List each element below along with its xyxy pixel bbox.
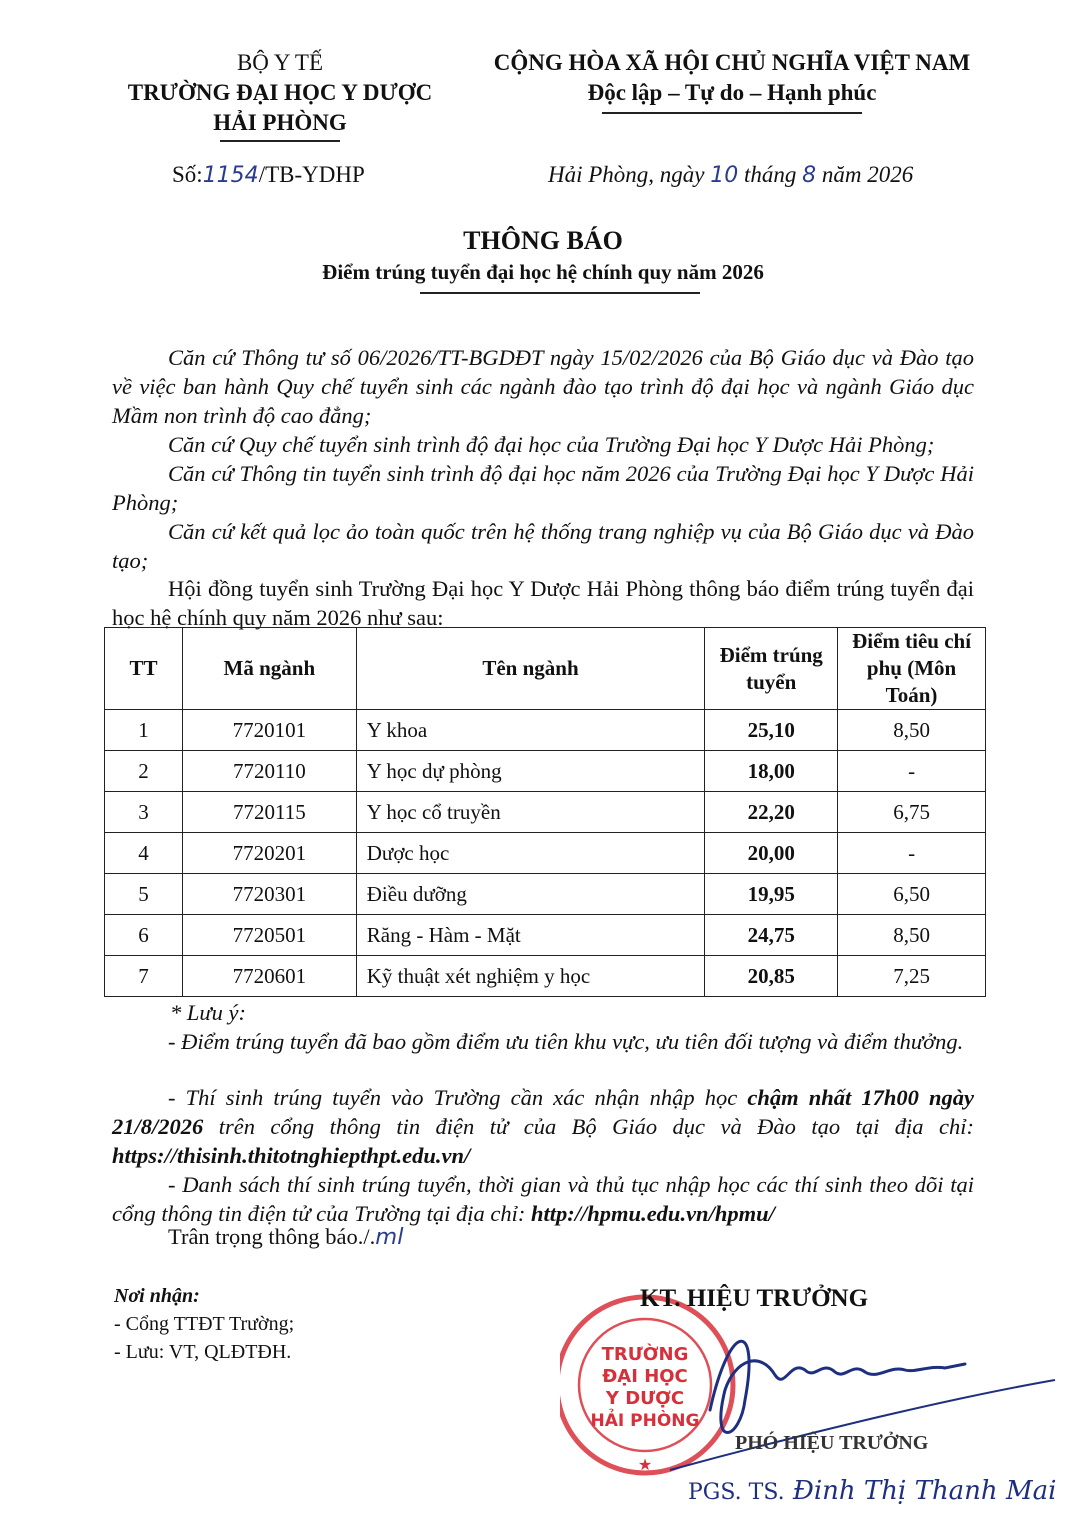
notes-heading: * Lưu ý: — [170, 1000, 247, 1025]
admission-score: 20,00 — [705, 833, 838, 874]
major-code: 7720115 — [182, 792, 356, 833]
legal-basis-2: Căn cứ Quy chế tuyển sinh trình độ đại học của Trường Đại học Y Dược Hải Phòng; — [168, 432, 935, 457]
date-line — [548, 162, 913, 188]
note-2-text-c: trên cổng thông tin điện tử của Bộ Giáo dục và Đào tạo tại địa chỉ: — [203, 1114, 974, 1139]
row-index: 1 — [105, 710, 183, 751]
closing-initials: ml — [375, 1224, 404, 1250]
col-header-code: Mã ngành — [182, 628, 356, 710]
date-day-handwritten: 10 — [710, 163, 739, 188]
major-name: Y học cổ truyền — [356, 792, 704, 833]
closing-text: Trân trọng thông báo./. — [168, 1224, 376, 1249]
signer-role: PHÓ HIỆU TRƯỞNG — [735, 1432, 929, 1454]
note-3-text: - Danh sách thí sinh trúng tuyển, thời gian và thủ tục nhập học các thí sinh theo dõi tại cổng thông tin điện tử của Trường tại địa chỉ: — [112, 1172, 974, 1226]
seal-stamp — [560, 1297, 733, 1474]
note-2-deadline: chậm nhất 17h00 ngày 21/8/2026 — [112, 1085, 974, 1139]
row-index: 6 — [105, 915, 183, 956]
tiebreak-score: 8,50 — [838, 915, 986, 956]
major-name: Y học dự phòng — [356, 751, 704, 792]
major-name: Dược học — [356, 833, 704, 874]
document-subtitle: Điểm trúng tuyển đại học hệ chính quy năm 2026 — [322, 260, 764, 284]
note-3 — [112, 1170, 974, 1228]
major-name: Y khoa — [356, 710, 704, 751]
admission-score-table — [104, 627, 986, 997]
date-year: năm 2026 — [821, 162, 914, 187]
announcement-intro: Hội đồng tuyển sinh Trường Đại học Y Dược Hải Phòng thông báo điểm trúng tuyển đại học hệ chính quy năm 2026 như sau: — [112, 576, 974, 630]
col-header-major: Tên ngành — [356, 628, 704, 710]
closing-line — [168, 1224, 403, 1250]
doc-number-prefix: Số: — [172, 162, 203, 187]
signer-fullname: Đinh Thị Thanh Mai — [792, 1476, 1057, 1506]
table-row — [105, 710, 986, 751]
date-month-handwritten: 8 — [802, 163, 817, 188]
major-code: 7720601 — [182, 956, 356, 997]
table-row — [105, 792, 986, 833]
signer-name — [688, 1476, 1056, 1506]
note-2-text-a: - Thí sinh trúng tuyển vào Trường cần xác nhận nhập học — [168, 1085, 748, 1110]
stamp-line-4: HẢI PHÒNG — [590, 1411, 700, 1431]
major-name: Điều dưỡng — [356, 874, 704, 915]
note-1: - Điểm trúng tuyển đã bao gồm điểm ưu tiên khu vực, ưu tiên đối tượng và điểm thưởng. — [168, 1029, 964, 1054]
document-title: THÔNG BÁO — [463, 226, 623, 255]
admission-score: 18,00 — [705, 751, 838, 792]
admission-score: 25,10 — [705, 710, 838, 751]
col-header-tiebreak: Điểm tiêu chí phụ (Môn Toán) — [838, 628, 986, 710]
stamp-line-2: ĐẠI HỌC — [602, 1366, 688, 1387]
table-row — [105, 751, 986, 792]
major-code: 7720110 — [182, 751, 356, 792]
recipients-heading: Nơi nhận: — [114, 1285, 200, 1307]
issuer-underline — [220, 140, 340, 142]
ministry-name: BỘ Y TẾ — [236, 50, 324, 75]
row-index: 7 — [105, 956, 183, 997]
signer-title: KT. HIỆU TRƯỞNG — [640, 1285, 869, 1312]
issuer-block — [100, 48, 460, 142]
motto-underline — [602, 112, 862, 114]
admission-score: 22,20 — [705, 792, 838, 833]
row-index: 5 — [105, 874, 183, 915]
major-code: 7720501 — [182, 915, 356, 956]
tiebreak-score: 8,50 — [838, 710, 986, 751]
stamp-star-icon: ★ — [637, 1457, 653, 1474]
doc-number-handwritten: 1154 — [202, 163, 259, 188]
recipient-item: - Lưu: VT, QLĐTĐH. — [114, 1341, 292, 1363]
col-header-score: Điểm trúng tuyển — [705, 628, 838, 710]
doc-number-suffix: /TB-YDHP — [258, 162, 365, 187]
major-code: 7720301 — [182, 874, 356, 915]
admission-score: 24,75 — [705, 915, 838, 956]
major-code: 7720101 — [182, 710, 356, 751]
school-portal-link[interactable]: http://hpmu.edu.vn/hpmu/ — [531, 1201, 775, 1226]
recipient-item: - Cổng TTĐT Trường; — [114, 1313, 295, 1335]
national-heading — [462, 48, 1002, 114]
candidate-portal-link[interactable]: https://thisinh.thitotnghiepthpt.edu.vn/ — [112, 1143, 471, 1168]
tiebreak-score: 6,50 — [838, 874, 986, 915]
row-index: 3 — [105, 792, 183, 833]
republic-name: CỘNG HÒA XÃ HỘI CHỦ NGHĨA VIỆT NAM — [493, 50, 971, 75]
note-2 — [112, 1083, 974, 1170]
table-row — [105, 874, 986, 915]
school-name-line1: TRƯỜNG ĐẠI HỌC Y DƯỢC — [127, 80, 433, 105]
date-month-label: tháng — [744, 162, 797, 187]
subtitle-underline — [420, 292, 700, 294]
major-name: Kỹ thuật xét nghiệm y học — [356, 956, 704, 997]
national-motto: Độc lập – Tự do – Hạnh phúc — [587, 80, 877, 105]
tiebreak-score: - — [838, 833, 986, 874]
signer-degree: PGS. TS. — [688, 1480, 785, 1505]
table-header-row — [105, 628, 986, 710]
recipients-block — [114, 1282, 294, 1366]
admission-score: 20,85 — [705, 956, 838, 997]
table-row — [105, 915, 986, 956]
row-index: 4 — [105, 833, 183, 874]
legal-basis-4: Căn cứ kết quả lọc ảo toàn quốc trên hệ thống trang nghiệp vụ của Bộ Giáo dục và Đào tạo; — [112, 519, 974, 573]
signature-flourish — [670, 1380, 1055, 1470]
table-row — [105, 956, 986, 997]
tiebreak-score: 6,75 — [838, 792, 986, 833]
tiebreak-score: - — [838, 751, 986, 792]
stamp-line-1: TRƯỜNG — [601, 1344, 689, 1365]
stamp-line-3: Y DƯỢC — [605, 1388, 685, 1409]
major-name: Răng - Hàm - Mặt — [356, 915, 704, 956]
major-code: 7720201 — [182, 833, 356, 874]
date-prefix: Hải Phòng, ngày — [548, 162, 705, 187]
legal-basis-1: Căn cứ Thông tư số 06/2026/TT-BGDĐT ngày 15/02/2026 của Bộ Giáo dục và Đào tạo về việc ban hành Quy chế tuyển sinh các ngành đào tạo trình độ đại học và ngành Giáo dục Mầm non trình độ cao đẳng; — [112, 345, 974, 428]
admission-score: 19,95 — [705, 874, 838, 915]
row-index: 2 — [105, 751, 183, 792]
legal-basis-3: Căn cứ Thông tin tuyển sinh trình độ đại học năm 2026 của Trường Đại học Y Dược Hải Phòng; — [112, 461, 974, 515]
school-name-line2: HẢI PHÒNG — [213, 110, 347, 135]
col-header-tt: TT — [105, 628, 183, 710]
document-number — [172, 162, 365, 188]
tiebreak-score: 7,25 — [838, 956, 986, 997]
handwritten-signature — [710, 1341, 965, 1432]
table-row — [105, 833, 986, 874]
